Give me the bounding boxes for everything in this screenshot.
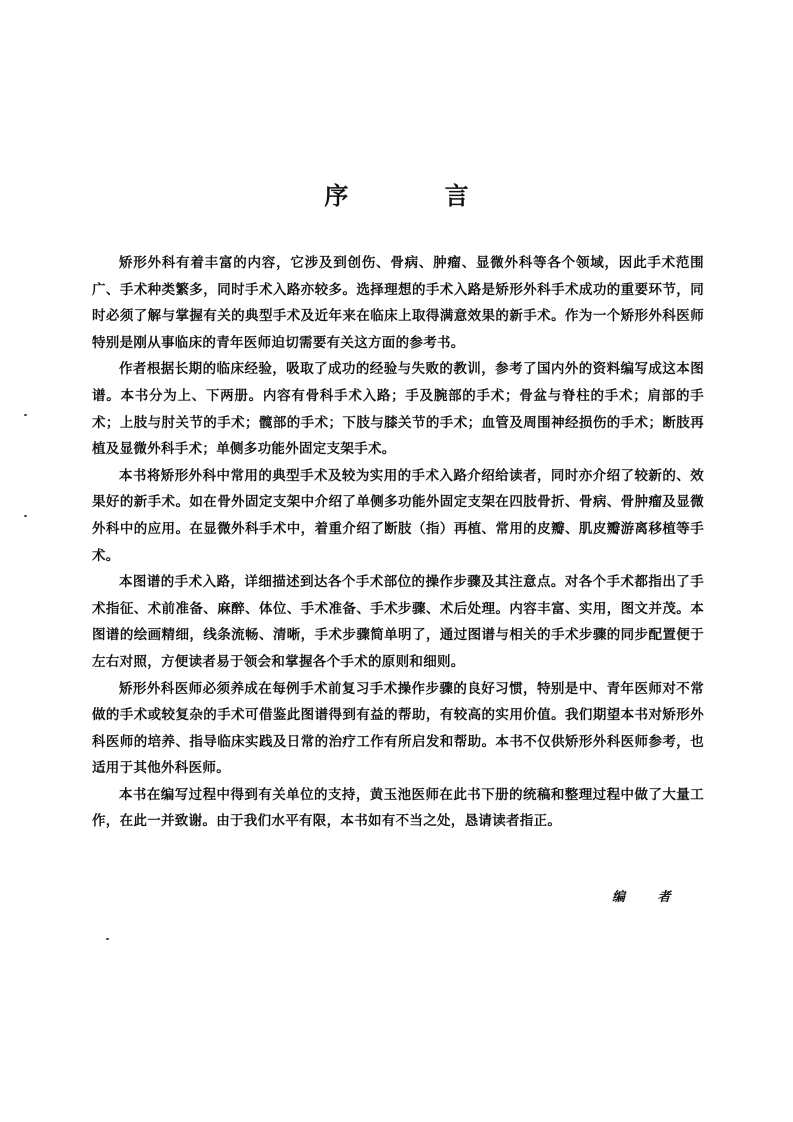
- paragraph-5: 矫形外科医师必须养成在每例手术前复习手术操作步骤的良好习惯，特别是中、青年医师对不常做的手术或较复杂的手术可借鉴此图谱得到有益的帮助，有较高的实用价值。我们期望本书对矫形外科医师的培养、指导临床实践及日常的治疗工作有所启发和帮助。本书不仅供矫形外科医师参考，也适用于其他外科医师。: [92, 680, 704, 777]
- paragraph-3: 本书将矫形外科中常用的典型手术及较为实用的手术入路介绍给读者，同时亦介绍了较新的、效果好的新手术。如在骨外固定支架中介绍了单侧多功能外固定支架在四肢骨折、骨病、骨肿瘤及显微外科中的应用。在显微外科手术中，着重介绍了断肢（指）再植、常用的皮瓣、肌皮瓣游离移植等手术。: [92, 467, 704, 564]
- signature: 编 者: [612, 890, 685, 905]
- scan-speck: [24, 414, 27, 416]
- page-title: 序 言: [324, 181, 513, 210]
- paragraph-6: 本书在编写过程中得到有关单位的支持，黄玉池医师在此书下册的统稿和整理过程中做了大量工作，在此一并致谢。由于我们水平有限，本书如有不当之处，恳请读者指正。: [92, 786, 704, 830]
- paragraph-2: 作者根据长期的临床经验，吸取了成功的经验与失败的教训，参考了国内外的资料编写成这本图谱。本书分为上、下两册。内容有骨科手术入路；手及腕部的手术；骨盆与脊柱的手术；肩部的手术；上肢与肘关节的手术；髋部的手术；下肢与膝关节的手术；血管及周围神经损伤的手术；断肢再植及显微外科手术；单侧多功能外固定支架手术。: [92, 361, 704, 458]
- scan-speck: [106, 938, 109, 940]
- scan-speck: [24, 515, 27, 517]
- paragraph-1: 矫形外科有着丰富的内容，它涉及到创伤、骨病、肿瘤、显微外科等各个领域，因此手术范围广、手术种类繁多，同时手术入路亦较多。选择理想的手术入路是矫形外科手术成功的重要环节，同时必须了解与掌握有关的典型手术及近年来在临床上取得满意效果的新手术。作为一个矫形外科医师特别是刚从事临床的青年医师迫切需要有关这方面的参考书。: [92, 255, 704, 351]
- paragraph-4: 本图谱的手术入路，详细描述到达各个手术部位的操作步骤及其注意点。对各个手术都指出了手术指征、术前准备、麻醉、体位、手术准备、手术步骤、术后处理。内容丰富、实用，图文并茂。本图谱的绘画精细，线条流畅、清晰，手术步骤简单明了，通过图谱与相关的手术步骤的同步配置便于左右对照，方便读者易于领会和掌握各个手术的原则和细则。: [92, 574, 704, 670]
- preface-body: [92, 250, 704, 835]
